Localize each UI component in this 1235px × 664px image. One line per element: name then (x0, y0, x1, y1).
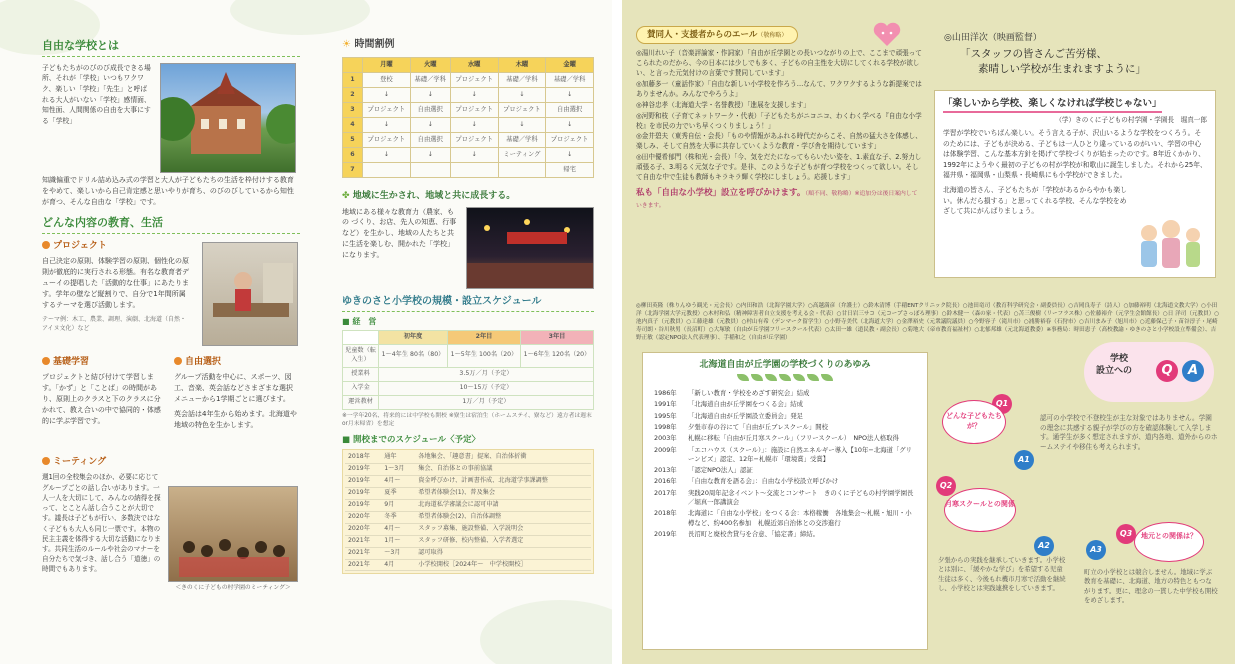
qa-title-badge (1084, 342, 1214, 402)
scale-value: 1万／月（予定） (379, 395, 594, 409)
free-choice-heading: 自由選択 (174, 356, 298, 369)
history-event: 「エコハウス（スクール）」：施設に自然エネルギー導入【10年−北海道「グリーンビズ」認定、12年−札幌市「環境賞」受賞】 (688, 445, 913, 463)
timetable-row (343, 132, 594, 147)
schedule-period: 夏季 (381, 487, 415, 499)
timetable-cell: プロジェクト (450, 132, 498, 147)
timetable-cell: ↓ (450, 87, 498, 102)
endorse-list (636, 49, 922, 183)
festival-photo (466, 207, 594, 289)
director-block (944, 32, 1224, 77)
page-gutter (612, 0, 622, 664)
schedule-event: 小学校開校［2024年〜 中学校開校］ (415, 559, 591, 571)
timetable-cell: ↓ (546, 117, 594, 132)
timetable: 月曜 火曜 水曜 木曜 金曜 1 登校 基礎／学科 プロジェクト 基礎／学科 基礎／学科 2 ↓ ↓ ↓ ↓ ↓ 3 プロジェクト 自由選択 プロジェクト プロジェクト 自由選択 4 ↓ ↓ ↓ ↓ ↓ 5 プロジェクト 自由選択 プロジェクト 基礎／学科 プロジェクト 6 ↓ ↓ ↓ ミーティング ↓ 7 帰宅 (342, 57, 594, 178)
scale-row (343, 367, 594, 381)
timetable-cell: 登校 (363, 72, 411, 87)
qa-title-line-2: 設立への (1096, 365, 1133, 376)
schedule-row (345, 511, 591, 523)
history-row (651, 433, 919, 444)
orange-dot-icon (174, 357, 182, 365)
timetable-cell: ↓ (498, 87, 546, 102)
history-year: 2018年 (654, 509, 677, 518)
schedule-row (345, 487, 591, 499)
timetable-cell: ↓ (410, 87, 450, 102)
endorse-entry: ◎神谷忠孝（北海道大学・名誉教授）「進展を支援します」 (636, 100, 810, 109)
schedule-row (345, 523, 591, 535)
period-number: 1 (343, 72, 363, 87)
history-row (651, 465, 919, 476)
meeting-heading: ミーティング (42, 456, 300, 469)
history-year: 2016年 (654, 477, 677, 486)
timetable-cell (363, 162, 411, 177)
history-year: 2009年 (654, 445, 677, 454)
timetable-cell: ↓ (363, 117, 411, 132)
schedule-row (345, 499, 591, 511)
schedule-row (345, 535, 591, 547)
a1-icon: A1 (1014, 450, 1034, 470)
scale-value: 1〜5年生 100名（20） (447, 344, 520, 367)
timetable-cell: ↓ (450, 117, 498, 132)
schedule-year: 2019年 (345, 487, 381, 499)
management-subheading: ■ 経 営 (342, 317, 377, 327)
timetable-cell: プロジェクト (363, 132, 411, 147)
endorse-entry: ◎湯川れい子（音楽評論家・作詞家）「自由が丘学園との長いつながりの上で、ここまで頑張ってこられたのだから、今の日本には少しでも多く、子どもの自主性を大切にしてくれる学校が欲しい、と言った元気付けの言葉です賛同しています」 (636, 49, 922, 78)
schedule-period: 9月 (381, 499, 415, 511)
schedule-year: 2021年 (345, 559, 381, 571)
orange-dot-icon (42, 457, 50, 465)
history-event: 「北海道自由が丘学園をつくる会」結成 (688, 400, 804, 409)
message-body-1: 学習が学校でいちばん楽しい。そう言える子が、沢山いるような学校をつくろう。そのためには、子どもが決める、子どもは一人ひとり違っているのがいい、学習の中心は体験学習、こんな基本方針を掲げて学校づくりが始まったのです。8年近くかかり、1992年にようやく最初の子どもの村が学校が和歌山に誕生しました。それから25年、福井県・福岡県・山梨県・長崎県にも小学校ができました。 (943, 129, 1207, 180)
period-number: 7 (343, 162, 363, 177)
director-quote-2: 素晴しい学校が生まれますように」 (978, 63, 1146, 76)
scale-heading: ゆきのさと小学校の規模・設立スケジュール (342, 295, 594, 313)
schedule-event: 希望者体験会(1)、普及集会 (415, 487, 591, 499)
timetable-row (343, 87, 594, 102)
history-year: 1998年 (654, 423, 677, 432)
q2-bubble: 月寒スクールとの関係 (944, 488, 1016, 532)
message-title: 「楽しいから学校、楽しくなければ学校じゃない」 (943, 97, 1162, 113)
schedule-row (345, 547, 591, 559)
schedule-event: 各地集会、「趣意書」提案、自治体折衝 (415, 452, 591, 463)
meeting-body: 週1回の全校集会のほか、必要に応じてグループごとの話し合いがあります。一人一人を大切にして、みんなの納得を探って、とことん話し合うことが大切です。議長は子どもが行い、多数決ではなく子どもも大人も同じ一票です。本物の民主主義を体得する大切な活動になります。共同生活のルールや社会のマナーを自分たちで気づき、話し合う「道徳」の時間でもあります。 (42, 473, 161, 574)
vine-ornament (651, 374, 919, 384)
schedule-row (345, 475, 591, 487)
history-row (651, 529, 919, 540)
timetable-cell: ↓ (363, 147, 411, 162)
period-number: 5 (343, 132, 363, 147)
director-quote-1: 「スタッフの皆さんご苦労様、 (960, 48, 1107, 61)
schedule-period: 通年 (381, 452, 415, 463)
a1-text: 認可の小学校で不登校生が主な対象ではありません。学園の理念に共感する親子が学びの方を確認体験して入学します。通学生が多く想定されますが、道内各地、道外からのホームステイや移住も考えられます。 (1040, 414, 1218, 451)
timetable-cell: ↓ (410, 147, 450, 162)
history-year: 2017年 (654, 488, 677, 497)
free-choice-body-2: 英会話は4年生から始めます。北海道や地域の特色を生かします。 (174, 409, 297, 429)
schedule-box (342, 449, 594, 575)
project-body: 自己決定の原則、体験学習の原則、個性化の原則が徹底的に実行される形態。有名な教育者デューイの提唱した「活動的な仕事」にあたります。学年の壁など縦割りで、自分で1年間所属するテーマを選び活動します。 (42, 257, 189, 309)
history-event: 実践20周年記念イベント〜交流とコンサート きのくに子どもの村学園学園長／堀真一郎講演会 (688, 488, 914, 506)
schedule-event: 資金呼びかけ、計画書作成、北海道学事課調整 (415, 475, 591, 487)
heart-icon (872, 20, 902, 48)
schedule-year: 2019年 (345, 475, 381, 487)
a3-text: 町立の小学校とは競合しません。地域に学ぶ教育を基礎に、北海道、地方の特色ともつながります。更に、理念の一貫した中学校も開校をめざします。 (1084, 568, 1218, 604)
timetable-cell (450, 162, 498, 177)
endorse-entry: ◎田中優希郁門（株和光・会長）「今、気をだたになってもらいたい姿を、1.素直な子、2.努力し頑張る子、3.明るく元気な子です。是非、このような子どもが育つ学校をつくって欲しい。そして自由な中で生徒も教師もキラキラ輝く学校にしましょう。応援します」 (636, 153, 922, 181)
schedule-period: 1〜3月 (381, 463, 415, 475)
history-event: 長沼町と廃校舎貸与を合意、「協定書」締結。 (688, 529, 820, 538)
history-year: 2003年 (654, 434, 677, 443)
right-page (622, 0, 1235, 664)
timetable-cell: 自由選択 (546, 102, 594, 117)
timetable-cell: 帰宅 (546, 162, 594, 177)
scale-row (343, 344, 594, 367)
school-building-photo (160, 63, 296, 173)
timetable-cell: 自由選択 (410, 102, 450, 117)
schedule-row (345, 559, 591, 571)
message-author: （学）きのくに子どもの村学園・学園長 堀真一郎 (1055, 115, 1207, 124)
scale-table: 初年度 2年目 3年目 児童数（転入生） 1〜4年生 80名（80） 1〜5年生 100名（20） 1〜6年生 120名（20） 授業料 3.5万／月（予定） 入学金 10〜15万（予定） 運営教材 1万／月（予定） (342, 330, 594, 410)
history-row (651, 388, 919, 399)
timetable-cell: ↓ (363, 87, 411, 102)
free-choice-body: グループ活動を中心に、スポーツ、図工、音楽、英会話などさまざまな選択メニューから1学期ごとに選びます。 (174, 373, 293, 404)
history-row (651, 422, 919, 433)
scale-label: 入学金 (343, 381, 379, 395)
history-table (651, 388, 919, 540)
history-row (651, 476, 919, 487)
schedule-period: 冬季 (381, 511, 415, 523)
clover-icon: ✤ (342, 190, 350, 201)
timetable-cell: ↓ (546, 87, 594, 102)
scale-note: ※一学年20名、将来的には中学校も開校 ※寮生は宿泊生（ホームステイ、寮など）遠方者は週末or月末帰省）を想定 (342, 412, 592, 427)
scale-value: 10〜15万（予定） (379, 381, 594, 395)
schedule-period: 4月〜 (381, 475, 415, 487)
column-timetable (342, 38, 594, 574)
schedule-event: 北海道私学審議会に認可申請 (415, 499, 591, 511)
history-year: 1991年 (654, 400, 677, 409)
schedule-table (345, 452, 591, 572)
scale-value: 1〜4年生 80名（80） (379, 344, 448, 367)
history-row (651, 445, 919, 466)
a-letter-icon: A (1182, 360, 1204, 382)
left-page (0, 0, 612, 664)
q-letter-icon: Q (1156, 360, 1178, 382)
history-event: 「新しい教育・学校をめざす研究会」結成 (688, 389, 810, 398)
column-what (42, 38, 300, 606)
timetable-cell: プロジェクト (363, 102, 411, 117)
q1-bubble: どんな子どもたちが？ (942, 400, 1006, 444)
orange-dot-icon (42, 241, 50, 249)
timetable-cell (410, 162, 450, 177)
family-illustration (1133, 215, 1209, 271)
q3-icon: Q3 (1116, 524, 1136, 544)
timetable-cell: 基礎／学科 (498, 72, 546, 87)
history-event: 札幌に移転「自由が丘月寒スクール」（フリースクール） NPO法人格取得 (688, 434, 899, 443)
scale-label: 児童数（転入生） (343, 344, 379, 367)
schedule-year: 2019年 (345, 499, 381, 511)
period-number: 2 (343, 87, 363, 102)
orange-dot-icon (42, 357, 50, 365)
schedule-period: 4月〜 (381, 523, 415, 535)
timetable-heading: ☀ 時間割例 (342, 39, 395, 50)
schedule-row (345, 463, 591, 475)
schedule-year: 2018年 (345, 452, 381, 463)
schedule-row (345, 452, 591, 463)
endorse-title: 賛同人・支援者からのエール（敬称略） (636, 26, 798, 44)
timetable-row (343, 72, 594, 87)
history-event: 「認定NPO法人」認証 (688, 466, 753, 475)
sun-icon: ☀ (342, 39, 351, 50)
content-title: どんな内容の教育、生活 (42, 215, 300, 234)
endorse-entry: ◎金井碧夫（東秀自伝・会長）「ものや情報があふれる時代だからこそ、自然の猛大さを体感し、楽しみ、そして自然を大事に共存していくような教育・学び舎を期待しています」 (636, 132, 922, 151)
scale-label: 授業料 (343, 367, 379, 381)
director-name: ◎山田洋次（映画監督） (944, 33, 1042, 43)
schedule-year: 2019年 (345, 463, 381, 475)
history-row (651, 488, 919, 509)
schedule-event: 集会、自治体との事前協議 (415, 463, 591, 475)
scale-row (343, 381, 594, 395)
schedule-event: スタッフ研修、校内整備、入学者選定 (415, 535, 591, 547)
timetable-cell: ↓ (410, 117, 450, 132)
timetable-cell (498, 162, 546, 177)
period-number: 3 (343, 102, 363, 117)
a3-icon: A3 (1086, 540, 1106, 560)
project-note: テーマ例：木工、農業、調理、演劇、北海道（自然・アイヌ文化）など (42, 315, 187, 332)
timetable-cell: プロジェクト (498, 102, 546, 117)
timetable-cell: プロジェクト (450, 72, 498, 87)
scale-label: 運営教材 (343, 395, 379, 409)
timetable-cell: プロジェクト (450, 102, 498, 117)
schedule-period: 〜3月 (381, 547, 415, 559)
project-heading: プロジェクト (42, 240, 300, 253)
history-event: 「北海道自由が丘学園設立委員会」発足 (688, 411, 804, 420)
what-body-2: 知識偏重でドリル詰め込み式の学習と大人が子どもたちの生活を枠付けする教育をやめて、楽しいから自己肯定感と思いやりが育ち、のびのびしているから知性が育つ、そんな自由な「学校」です。 (42, 175, 294, 206)
history-year: 2019年 (654, 529, 677, 538)
message-body-2: 北海道の皆さん、子どもたちが「学校があるからやかも楽しい。休んだら損する」と思ってくれる学校、そんな学校をめざして共にがんばりましょう。 (943, 185, 1127, 216)
scale-row (343, 395, 594, 409)
schedule-event: スタッフ募集、施設整備、入学説明会 (415, 523, 591, 535)
woodwork-photo (202, 242, 298, 346)
period-number: 4 (343, 117, 363, 132)
history-title: 北海道自由が丘学園の学校づくりのあゆみ (699, 360, 871, 370)
timetable-cell: ↓ (450, 147, 498, 162)
history-event: 北海道に「自由な小学校」をつくる会：本格稼働 各地集会〜札幌・旭川・小樽など、約400名参加 札幌近郊自治体との交渉進行 (688, 509, 912, 527)
call-title: 私も「自由な小学校」設立を呼びかけます。（順不同、敬称略）※追加分は後日案内していきます。 (636, 187, 918, 210)
timetable-cell: プロジェクト (546, 132, 594, 147)
endorse-entry: ◎河野和枝（子育てネットワーク・代表）「子どもたちがニコニコ、わくわく学べる『自由な小学校』を市民の力でいち早くつくりましょう！」 (636, 111, 922, 130)
basic-heading: 基礎学習 (42, 356, 167, 369)
qa-title-line-1: 学校 (1110, 354, 1129, 364)
history-row (651, 411, 919, 422)
schedule-year: 2020年 (345, 523, 381, 535)
schedule-event: 認可取得 (415, 547, 591, 559)
schedule-event: 希望者体験会(2)、自治体調整 (415, 511, 591, 523)
schedule-heading: ■ 開校までのスケジュール〈予定〉 (342, 435, 480, 446)
timetable-row (343, 162, 594, 177)
history-year: 1986年 (654, 389, 677, 398)
timetable-row (343, 102, 594, 117)
a2-text: 夕張からの実践を継承していきます。小学校とは別に、「緩やかな学び」を希望する児童生徒は多く、今後もれ機市月寒で活動を継続し、小学校とは実践連携をしていきます。 (938, 556, 1066, 592)
q2-icon: Q2 (936, 476, 956, 496)
timetable-row (343, 147, 594, 162)
timetable-row (343, 117, 594, 132)
schedule-year: 2021年 (345, 535, 381, 547)
meeting-photo-caption: ＜きのくに子どもの村学園のミーティング＞ (175, 585, 291, 592)
what-body-1: 子どもたちがのびのび成長できる場所、それが「学校」いつもワクワク、楽しい「学校」「先生」と呼ばれる大人がいない「学校」感情面、知性面、人間関係の自由を大事にする「学校」 (42, 63, 151, 125)
history-event: 「自由な教育を語る会」：自由な小学校設立呼びかけ (688, 477, 839, 486)
timetable-cell: ↓ (498, 117, 546, 132)
basic-body: プロジェクトと結び付けて学習します。「かず」と「ことば」の時間があり、原則上のクラスと下のクラスに分かれて、教え合いの中で協同的・体感的に学ぶ学習です。 (42, 373, 161, 425)
schedule-period: 4月 (381, 559, 415, 571)
period-number: 6 (343, 147, 363, 162)
scale-value: 1〜6年生 120名（20） (520, 344, 593, 367)
timetable-cell: 基礎／学科 (498, 132, 546, 147)
schedule-period: 1月〜 (381, 535, 415, 547)
history-row (651, 399, 919, 410)
timetable-cell: 基礎／学科 (546, 72, 594, 87)
scale-value: 3.5万／月（予定） (379, 367, 594, 381)
schedule-year: 2021年 (345, 547, 381, 559)
region-body: 地域にある様々な教育力（農家、もの づくり、お店、先人の知恵、行事など）を生かし、地域の人たちと共に生活を楽しむ、開かれた「学校」になります。 (342, 207, 457, 259)
history-year: 1995年 (654, 411, 677, 420)
history-box (642, 352, 928, 650)
history-event: 夕張市春の谷にて「自由が丘ブレスクール」開校 (688, 423, 829, 432)
qa-section (934, 342, 1224, 652)
q1-icon: Q1 (992, 394, 1012, 414)
what-title: 自由な学校とは (42, 38, 300, 57)
timetable-cell: 基礎／学科 (410, 72, 450, 87)
schedule-year: 2020年 (345, 511, 381, 523)
timetable-cell: ↓ (546, 147, 594, 162)
region-heading: ✤ 地域に生かされ、地域と共に成長する。 (342, 190, 516, 201)
call-body: ◎柳田英隆（株りんゆう観光・元会長）○内田和浩（北海学園大学）○高越満彦（弁護士）○鈴木清博（手稲ENTクリニック院長）○池田竜司（教育科学研究会・副委員長）○吉岡良寿子（詩人）○加藤裕明（北海道文教大学）○小田 洋（北海学園大学元教授）○木村和弘（精神障害者自立支援を考える会・代表）○甘日岩三サコ（元コープさっぽろ理事）○鈴木健一（森の家・代表）○苫三俊樹（リーフラス株）○佐藤裕介（元学生会館館長）○日 洋司（元教員）○池内真子（元教員）○工藤達雄（元教員）○村山有希（デンマーク留学生）○小野寺美代（北海道大学）○金澤裕史（元衆議院議員）○今野容子（滝川市）○浦勝裕春（石狩市）○吉川まみ子（旭川市）○近藤保己子・苗谷淳子・尾崎寿司朗・谷川秋男（長沼町）○大塚敏（自由が丘学園フリースクール代表）○太田一雄（道民教・副会長）○菊地大（帝市教育福祉村）○北郁邦雄（元北海道教委）※事務局：時田恵子（高校教諭・ゆきのさと小学校設立準備会）、吉野正敏（認定NPO法人代表理事）、手稲和之（自由が丘学園） (636, 303, 1220, 342)
history-year: 2013年 (654, 466, 677, 475)
timetable-cell: ミーティング (498, 147, 546, 162)
q3-bubble: 地元との関係は？ (1134, 522, 1204, 562)
meeting-photo (168, 486, 298, 582)
a2-icon: A2 (1034, 536, 1054, 556)
message-box (934, 90, 1216, 278)
timetable-cell: 自由選択 (410, 132, 450, 147)
endorse-entry: ◎加藤多一（童話作家）「自由な新しい小学校を作ろう…なんて、ワクワクするような新提案ではありませんか。みんなでやろうよ」 (636, 79, 922, 98)
history-row (651, 508, 919, 529)
endorse-column (636, 26, 922, 212)
